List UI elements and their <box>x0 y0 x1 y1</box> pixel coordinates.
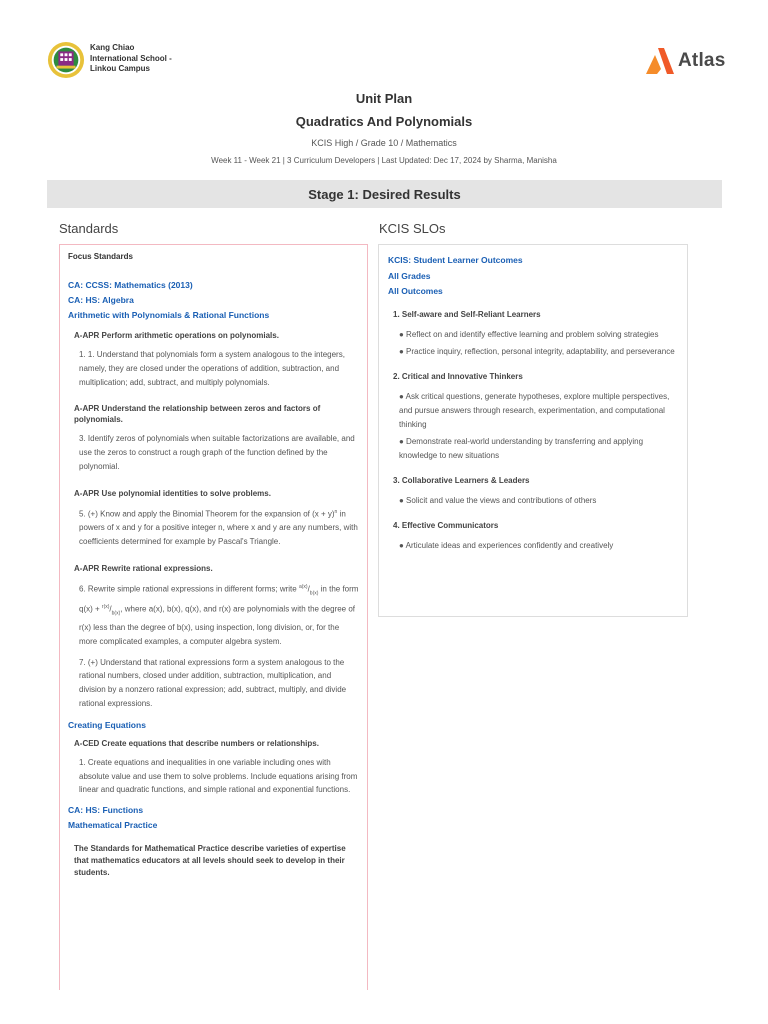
slo-outcomes-link[interactable]: All Outcomes <box>388 286 443 296</box>
slo-group-title: 4. Effective Communicators <box>393 520 499 530</box>
standard-item-rational <box>68 581 359 649</box>
standards-heading: Standards <box>59 221 119 236</box>
fraction-slash: / <box>307 584 310 594</box>
standard-group-title: A-APR Use polynomial identities to solve problems. <box>74 488 271 498</box>
school-crest-icon <box>47 41 85 79</box>
slo-item: ● Reflect on and identify effective learning and problem solving strategies <box>399 329 659 339</box>
practice-description: The Standards for Mathematical Practice describe varieties of expertise that mathematics educators at all levels should seek to develop in their students. <box>74 844 346 878</box>
slo-source-link[interactable]: KCIS: Student Learner Outcomes <box>388 255 523 265</box>
hs-functions-link[interactable]: CA: HS: Functions <box>68 805 144 816</box>
slos-panel <box>378 244 688 617</box>
fraction-denominator: b(x) <box>309 590 319 597</box>
ccss-math-link[interactable]: CA: CCSS: Mathematics (2013) <box>68 280 193 290</box>
slo-grades-link[interactable]: All Grades <box>388 270 431 281</box>
standard-group-title: A-APR Understand the relationship between zeros and factors of polynomials. <box>74 404 321 425</box>
standard-item-binomial <box>68 506 359 549</box>
rational-text: , where a(x), b(x), q(x), and r(x) are polynomials with the degree of r(x) less than the degree of b(x), using inspection, long division, or, for the more complicated examples, a computer algebra system. <box>79 604 356 646</box>
unit-title-block <box>0 90 768 166</box>
unit-title: Quadratics And Polynomials <box>295 114 473 129</box>
slos-heading: KCIS SLOs <box>379 221 446 236</box>
school-name-line: Kang Chiao <box>90 43 135 52</box>
stage-heading: Stage 1: Desired Results <box>47 180 722 208</box>
atlas-mark-icon <box>645 47 675 75</box>
fraction-numerator: a(x) <box>298 583 308 590</box>
standard-item: 3. Identify zeros of polynomials when suitable factorizations are available, and use the zeros to construct a rough graph of the function defined by the polynomial. <box>79 434 355 471</box>
slo-group-title: 3. Collaborative Learners & Leaders <box>393 476 530 486</box>
unit-subtitle: KCIS High / Grade 10 / Mathematics <box>311 138 457 148</box>
standard-item: 1. 1. Understand that polynomials form a system analogous to the integers, namely, they are closed under the operations of addition, subtraction, and multiplication; add, subtract, and multiply polynomials. <box>79 350 345 387</box>
standard-group-title: A-APR Perform arithmetic operations on polynomials. <box>74 331 279 340</box>
hs-algebra-link[interactable]: CA: HS: Algebra <box>68 295 134 305</box>
slo-group-title: 1. Self-aware and Self-Reliant Learners <box>393 309 541 319</box>
fraction-numerator: r(x) <box>101 603 110 610</box>
fraction-slash: / <box>109 604 112 614</box>
standard-item: 7. (+) Understand that rational expressions form a system analogous to the rational numbers, closed under addition, subtraction, multiplication, and division by a nonzero rational expression; add, subtract, multiply, and divide rational expressions. <box>79 657 347 708</box>
fraction-denominator: b(x) <box>111 610 121 617</box>
school-name <box>90 43 190 75</box>
mathematical-practice-link[interactable]: Mathematical Practice <box>68 820 158 831</box>
school-name-line: International School - <box>90 53 172 63</box>
standard-group-title: A-APR Rewrite rational expressions. <box>74 563 213 573</box>
standards-panel <box>59 244 368 990</box>
standard-group-title: A-CED Create equations that describe numbers or relationships. <box>74 738 319 748</box>
slo-item: ● Articulate ideas and experiences confidently and creatively <box>399 540 614 550</box>
slo-item: ● Demonstrate real-world understanding by transferring and applying knowledge to new situations <box>399 437 644 461</box>
binomial-text: 5. (+) Know and apply the Binomial Theorem for the expansion of (x + y) <box>79 509 335 519</box>
atlas-wordmark: Atlas <box>678 50 726 71</box>
rational-text: in the form q(x) + <box>79 584 359 614</box>
slo-item: ● Solicit and value the views and contributions of others <box>399 496 597 506</box>
rational-text: 6. Rewrite simple rational expressions in different forms; write <box>79 584 299 594</box>
arithmetic-polynomials-link[interactable]: Arithmetic with Polynomials & Rational Functions <box>68 310 270 320</box>
doc-type: Unit Plan <box>355 91 413 106</box>
creating-equations-link[interactable]: Creating Equations <box>68 719 146 730</box>
unit-meta: Week 11 - Week 21 | 3 Curriculum Developers | Last Updated: Dec 17, 2024 by Sharma, Manisha <box>211 156 557 165</box>
slo-group-title: 2. Critical and Innovative Thinkers <box>393 372 523 382</box>
slo-item: ● Practice inquiry, reflection, personal integrity, adaptability, and perseverance <box>399 347 675 357</box>
binomial-exponent: n <box>334 508 338 515</box>
atlas-logo <box>645 46 725 76</box>
slo-item: ● Ask critical questions, generate hypotheses, explore multiple perspectives, and pursue answers through research, experimentation, and computational thinking <box>399 392 670 429</box>
page-header <box>0 0 768 90</box>
binomial-text: in powers of x and y for a positive integer n, where x and y are any numbers, with coefficients determined for example by Pascal's Triangle. <box>79 509 358 547</box>
focus-standards-label: Focus Standards <box>68 252 133 261</box>
school-name-line: Linkou Campus <box>90 64 151 73</box>
standard-item: 1. Create equations and inequalities in one variable including ones with absolute value and use them to solve problems. Include equations arising from linear and quadratic functions, and simple rational and exponential functions. <box>79 757 358 795</box>
standard-links <box>68 278 359 323</box>
